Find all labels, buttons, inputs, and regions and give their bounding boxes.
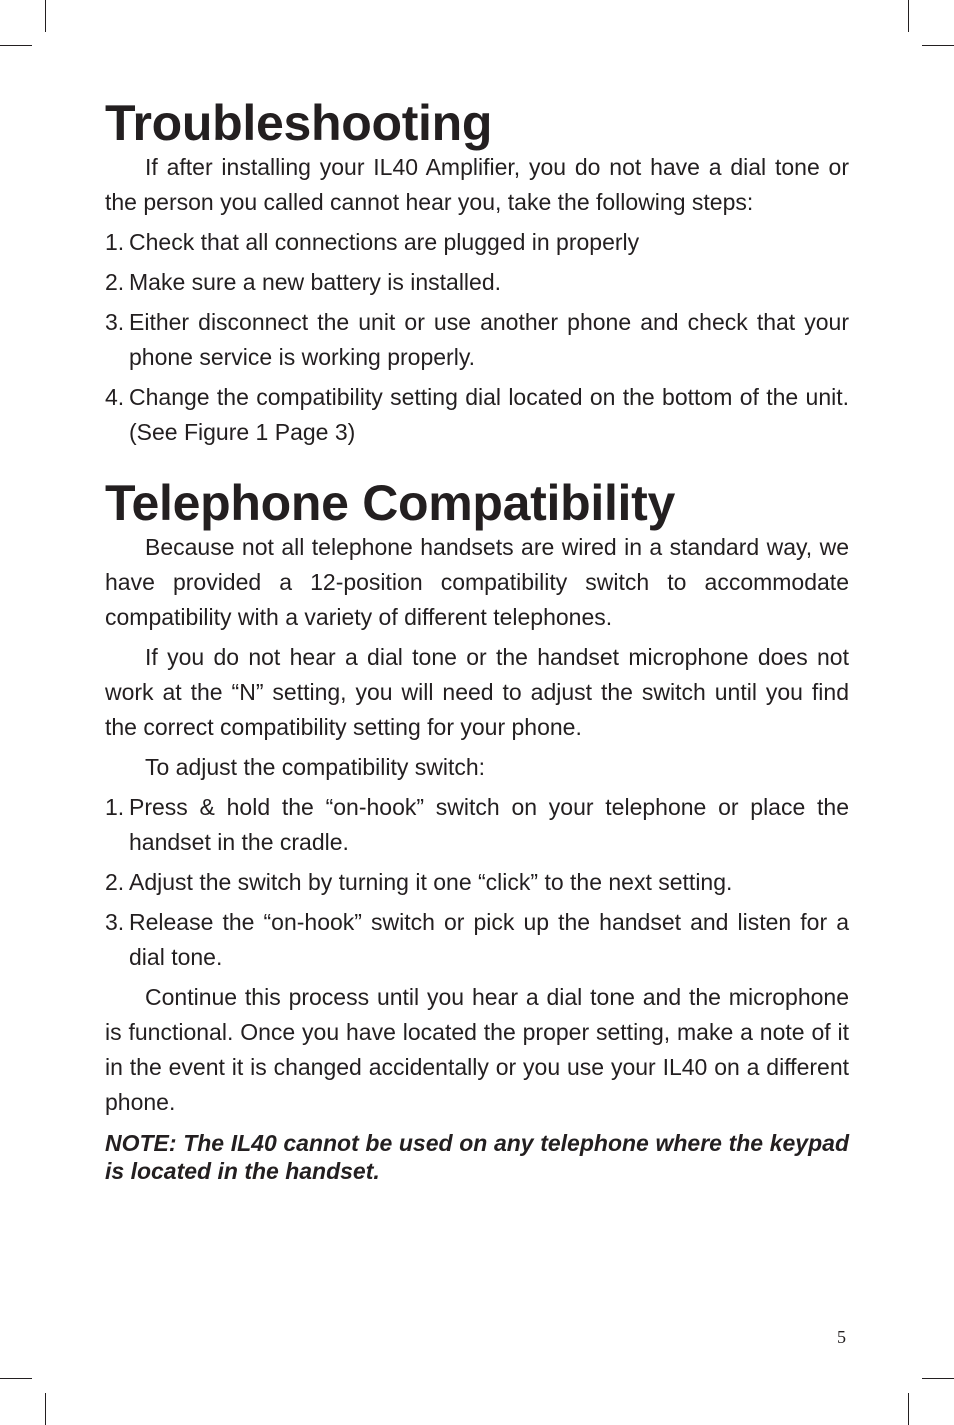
compatibility-heading: Telephone Compatibility [105,475,675,531]
troubleshooting-step [105,225,849,260]
compatibility-paragraph: To adjust the compatibility switch: [145,754,486,780]
page-number: 5 [837,1327,846,1347]
compatibility-paragraph: Because not all telephone handsets are wired in a standard way, we have provided a 12-position compatibility switch to accommodate compatibility with a variety of different telephones. [105,534,849,630]
crop-mark [0,45,32,46]
step-number: 2. [105,269,125,295]
step-number: 1. [105,794,125,820]
step-number: 3. [105,309,125,335]
page-content [105,96,849,1185]
crop-mark [922,45,954,46]
step-number: 1. [105,229,125,255]
step-text: Check that all connections are plugged in properly [129,229,640,255]
troubleshooting-step [105,305,849,375]
note: NOTE: The IL40 cannot be used on any telephone where the keypad is located in the handset. [105,1130,849,1184]
compatibility-step [105,865,849,900]
troubleshooting-step [105,265,849,300]
compatibility-step [105,905,849,975]
troubleshooting-heading: Troubleshooting [105,95,493,151]
crop-mark [45,0,46,32]
step-text: Press & hold the “on-hook” switch on your telephone or place the handset in the cradle. [129,794,849,855]
step-number: 2. [105,869,125,895]
crop-mark [908,1393,909,1425]
crop-mark [908,0,909,32]
step-text: Change the compatibility setting dial located on the bottom of the unit. (See Figure 1 Page 3) [129,384,849,445]
step-text: Make sure a new battery is installed. [129,269,502,295]
step-text: Release the “on-hook” switch or pick up the handset and listen for a dial tone. [129,909,849,970]
compatibility-paragraph: Continue this process until you hear a dial tone and the microphone is functional. Once you have located the proper setting, make a note of it in the event it is changed accidentally or you use your IL40 on a different phone. [105,984,849,1115]
compatibility-paragraph: If you do not hear a dial tone or the handset microphone does not work at the “N” setting, you will need to adjust the switch until you find the correct compatibility setting for your phone. [105,644,849,740]
crop-mark [922,1378,954,1379]
step-number: 4. [105,384,125,410]
step-number: 3. [105,909,125,935]
crop-mark [45,1393,46,1425]
troubleshooting-intro: If after installing your IL40 Amplifier, you do not have a dial tone or the person you called cannot hear you, take the following steps: [105,154,849,215]
step-text: Adjust the switch by turning it one “click” to the next setting. [129,869,733,895]
compatibility-step [105,790,849,860]
crop-mark [0,1378,32,1379]
troubleshooting-step [105,380,849,450]
step-text: Either disconnect the unit or use another phone and check that your phone service is working properly. [129,309,849,370]
